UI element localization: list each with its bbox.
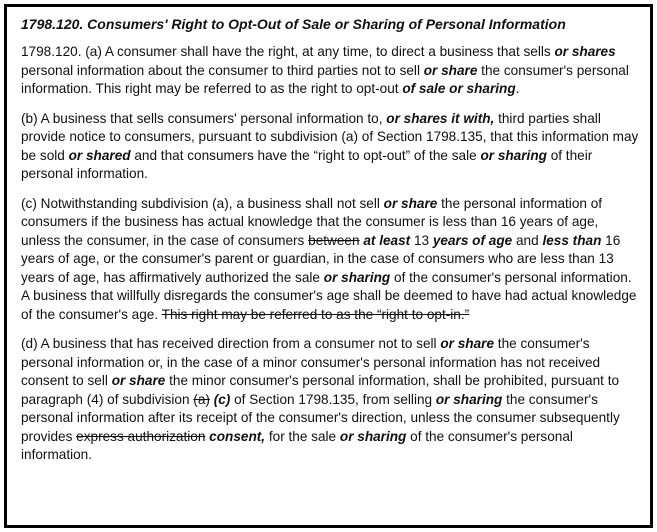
paragraph-text: the consumer's personal information after its receipt of the consumer's direction, unless the consumer subsequently provides: [21, 391, 620, 444]
struck-text: between: [308, 232, 360, 248]
inserted-text: less than: [542, 232, 602, 248]
inserted-text: or share: [440, 336, 495, 351]
inserted-text: or share: [111, 373, 166, 388]
struck-text: express authorization: [76, 428, 206, 444]
inserted-text: or sharing: [339, 428, 407, 444]
paragraph-text: and that consumers have the “right to opt-out” of the sale: [130, 147, 481, 163]
paragraph-text: the personal information of consumers if the business has actual knowledge that the consumer is less than 16 years of age, unless the consumer, in the case of consumers: [21, 195, 603, 248]
paragraph-text: for the sale: [265, 428, 340, 444]
inserted-text: (c): [213, 391, 231, 407]
inserted-text: or share: [383, 195, 438, 211]
paragraph-text: the consumer's personal information or, in the case of a minor consumer's personal information has not received consent to sell: [21, 336, 601, 388]
paragraph-text: the minor consumer's personal information, shall be prohibited, pursuant to paragraph (4) of subdivision: [21, 373, 620, 407]
inserted-text: or shares it with,: [386, 110, 495, 126]
paragraph-text: of the consumer's personal information. A business that willfully disregards the consumer's age shall be deemed to have had actual knowledge of the consumer's age.: [21, 269, 637, 322]
paragraph-subdivision-a: [21, 43, 640, 99]
paragraph-text: (b) A business that sells consumers' personal information to,: [21, 110, 387, 126]
inserted-text: at least: [363, 232, 411, 248]
paragraph-text: .: [515, 81, 520, 96]
paragraph-text: and: [512, 232, 543, 248]
paragraph-text: (d) A business that has received direction from a consumer not to sell: [21, 336, 441, 351]
paragraph-text: 16 years of age, or the consumer's parent or guardian, in the case of consumers who are less than 13 years of age, has affirmatively authorized the sale: [21, 232, 621, 285]
inserted-text: consent,: [209, 428, 266, 444]
document-body: [21, 15, 640, 519]
paragraph-text: third parties shall provide notice to consumers, pursuant to subdivision (a) of Section 1798.135, that this information may be sold: [21, 110, 639, 163]
paragraph-text: of their personal information.: [21, 147, 593, 181]
paragraph-text: 13: [410, 232, 433, 248]
paragraph-text: of the consumer's personal information.: [21, 428, 573, 462]
inserted-text: years of age: [432, 232, 513, 248]
section-title: 1798.120. Consumers' Right to Opt-Out of Sale or Sharing of Personal Information: [21, 16, 566, 32]
inserted-text: or shared: [68, 147, 131, 163]
inserted-text: of sale or sharing: [402, 81, 516, 96]
paragraph-text: of Section 1798.135, from selling: [230, 391, 436, 407]
paragraph-subdivision-b: [21, 110, 640, 184]
section-paragraphs: [21, 43, 640, 465]
inserted-text: or sharing: [480, 147, 547, 163]
paragraph-text: personal information about the consumer to third parties not to sell: [21, 62, 424, 78]
inserted-text: or sharing: [435, 391, 503, 407]
inserted-text: or sharing: [323, 269, 391, 285]
paragraph-text: 1798.120. (a) A consumer shall have the right, at any time, to direct a business that sells: [21, 44, 555, 59]
document-frame: [4, 4, 653, 528]
inserted-text: or shares: [554, 44, 616, 59]
paragraph-text: the consumer's personal information. This right may be referred to as the right to opt-out: [21, 62, 629, 96]
paragraph-subdivision-c: [21, 195, 640, 325]
struck-text: This right may be referred to as the “right to opt-in.”: [161, 306, 470, 322]
paragraph-text: (c) Notwithstanding subdivision (a), a business shall not sell: [21, 195, 384, 211]
inserted-text: or share: [423, 62, 478, 78]
paragraph-subdivision-d: [21, 335, 640, 465]
struck-text: (a): [193, 391, 210, 407]
